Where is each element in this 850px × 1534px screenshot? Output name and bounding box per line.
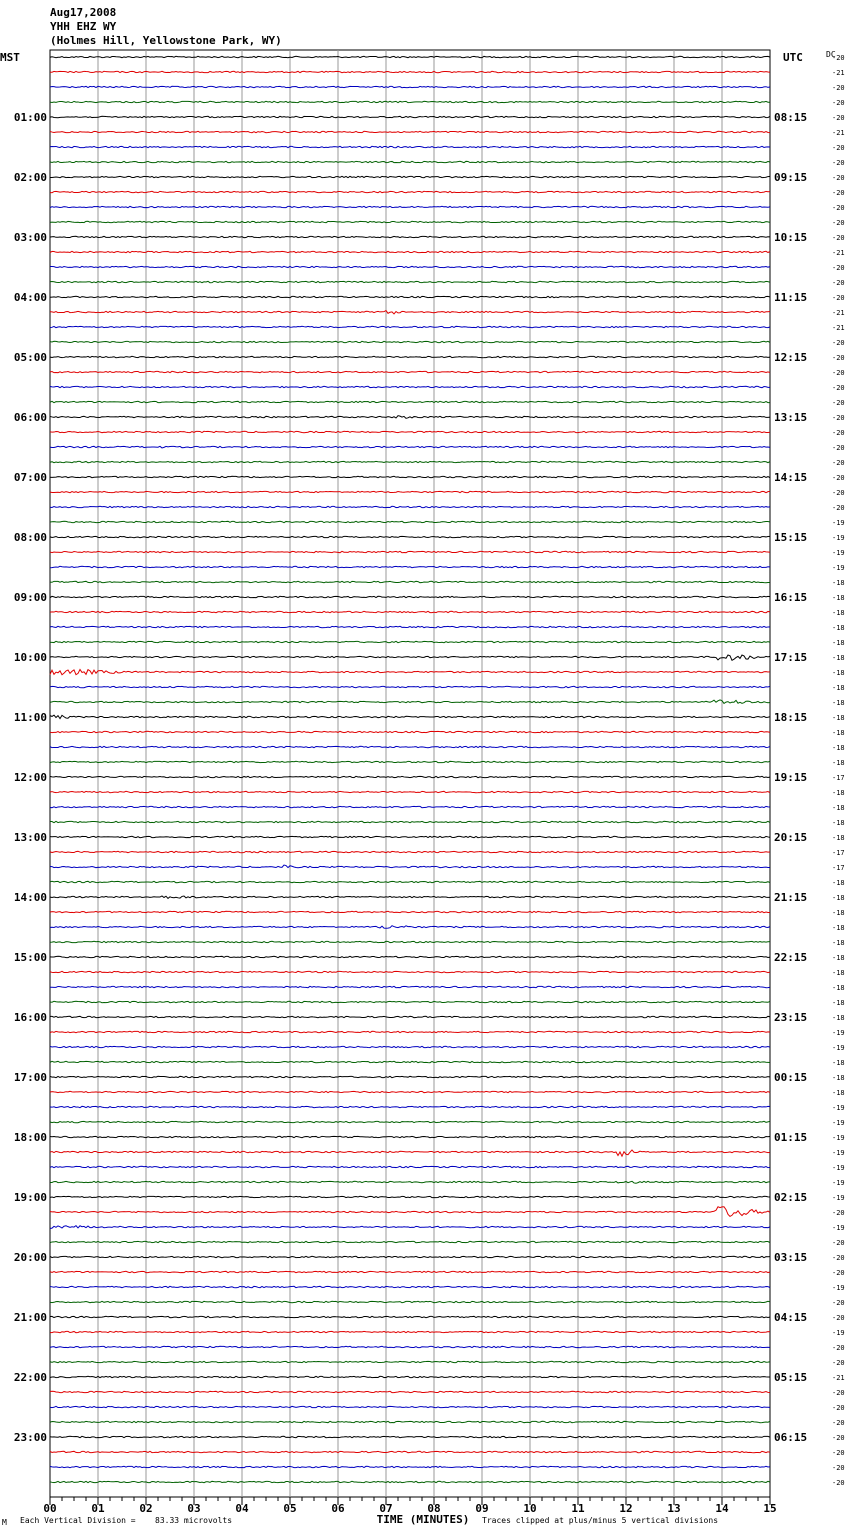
dc-offset-label: -18 — [832, 714, 845, 722]
mst-hour-label: 18:00 — [13, 1131, 47, 1144]
dc-offset-label: -20 — [832, 1479, 845, 1487]
dc-offset-label: -18 — [832, 669, 845, 677]
seismic-trace — [50, 1076, 770, 1077]
seismic-trace — [50, 1481, 770, 1482]
seismic-trace — [50, 1121, 770, 1122]
mst-hour-label: 11:00 — [13, 711, 47, 724]
dc-offset-label: -20 — [832, 354, 845, 362]
dc-offset-label: -20 — [832, 204, 845, 212]
dc-offset-label: -20 — [832, 1449, 845, 1457]
dc-offset-label: -18 — [832, 639, 845, 647]
utc-hour-label: 17:15 — [774, 651, 808, 664]
seismic-trace — [50, 1241, 770, 1242]
dc-offset-label: -18 — [832, 699, 845, 707]
seismic-trace — [50, 566, 770, 567]
seismic-trace — [50, 971, 770, 972]
mst-hour-label: 16:00 — [13, 1011, 47, 1024]
seismic-trace — [50, 1016, 770, 1017]
seismic-trace — [50, 536, 770, 537]
seismic-trace — [50, 146, 770, 147]
dc-offset-label: -19 — [832, 534, 845, 542]
dc-offset-label: -20 — [832, 1419, 845, 1427]
seismic-trace — [50, 1451, 770, 1452]
scale-label: Each Vertical Division = — [20, 1516, 136, 1525]
dc-offset-label: -18 — [832, 909, 845, 917]
x-tick-label: 01 — [91, 1502, 105, 1515]
mst-hour-label: 14:00 — [13, 891, 47, 904]
seismic-trace — [50, 581, 770, 582]
dc-offset-label: -21 — [832, 324, 845, 332]
utc-hour-label: 11:15 — [774, 291, 808, 304]
x-tick-label: 13 — [667, 1502, 681, 1515]
seismic-trace — [50, 176, 770, 177]
dc-offset-label: -19 — [832, 1149, 845, 1157]
seismic-trace — [50, 56, 770, 57]
dc-offset-label: -19 — [832, 549, 845, 557]
utc-hour-label: 14:15 — [774, 471, 808, 484]
seismic-trace — [50, 1376, 770, 1377]
seismic-trace — [50, 206, 770, 207]
seismic-trace — [50, 86, 770, 87]
dc-offset-label: -20 — [832, 1239, 845, 1247]
dc-offset-label: -18 — [832, 1074, 845, 1082]
dc-offset-label: -20 — [832, 1299, 845, 1307]
seismic-trace — [50, 1150, 770, 1156]
seismic-trace — [50, 655, 770, 660]
dc-offset-label: -20 — [832, 369, 845, 377]
dc-offset-label: -20 — [832, 114, 845, 122]
mst-hour-label: 03:00 — [13, 231, 47, 244]
utc-hour-label: 21:15 — [774, 891, 808, 904]
dc-offset-label: -18 — [832, 684, 845, 692]
x-tick-label: 05 — [283, 1502, 297, 1515]
seismic-trace — [50, 776, 770, 777]
dc-offset-label: -20 — [832, 1404, 845, 1412]
seismic-trace — [50, 821, 770, 822]
seismic-trace — [50, 1436, 770, 1437]
seismic-trace — [50, 1001, 770, 1002]
seismic-trace — [50, 1466, 770, 1467]
dc-offset-label: -20 — [832, 1314, 845, 1322]
utc-hour-label: 16:15 — [774, 591, 808, 604]
x-axis-label: TIME (MINUTES) — [376, 1513, 470, 1526]
dc-offset-label: -19 — [832, 564, 845, 572]
seismic-trace — [50, 386, 770, 387]
seismic-trace — [50, 446, 770, 448]
x-tick-label: 14 — [715, 1502, 729, 1515]
dc-offset-label: -20 — [832, 294, 845, 302]
dc-offset-label: -20 — [832, 429, 845, 437]
dc-offset-label: -19 — [832, 1119, 845, 1127]
dc-offset-label: -20 — [832, 84, 845, 92]
dc-offset-label: -18 — [832, 729, 845, 737]
x-tick-label: 04 — [235, 1502, 249, 1515]
seismic-trace — [50, 281, 770, 282]
dc-offset-label: -20 — [832, 159, 845, 167]
dc-offset-label: -19 — [832, 1164, 845, 1172]
mst-hour-label: 20:00 — [13, 1251, 47, 1264]
mst-hour-label: 08:00 — [13, 531, 47, 544]
seismic-trace — [50, 1181, 770, 1183]
dc-offset-label: -20 — [832, 1464, 845, 1472]
seismic-trace — [50, 416, 770, 419]
seismic-trace — [50, 836, 770, 837]
dc-offset-label: -18 — [832, 954, 845, 962]
seismic-trace — [50, 896, 770, 898]
dc-offset-label: -21 — [832, 249, 845, 257]
dc-offset-label: -18 — [832, 609, 845, 617]
dc-offset-label: -18 — [832, 654, 845, 662]
seismic-trace — [50, 311, 770, 314]
scale-value: 83.33 microvolts — [155, 1516, 233, 1525]
dc-offset-label: -20 — [832, 189, 845, 197]
seismic-trace — [50, 1361, 770, 1362]
seismic-trace — [50, 236, 770, 237]
seismic-trace — [50, 686, 770, 687]
dc-offset-label: -18 — [832, 1059, 845, 1067]
x-tick-label: 11 — [571, 1502, 585, 1515]
header-date: Aug17,2008 — [50, 6, 117, 19]
dc-offset-label: -18 — [832, 759, 845, 767]
mst-hour-label: 12:00 — [13, 771, 47, 784]
dc-offset-label: -20 — [832, 1269, 845, 1277]
utc-hour-label: 01:15 — [774, 1131, 808, 1144]
x-tick-label: 07 — [379, 1502, 393, 1515]
dc-offset-label: -20 — [832, 384, 845, 392]
dc-offset-label: -20 — [832, 399, 845, 407]
mst-hour-label: 01:00 — [13, 111, 47, 124]
dc-offset-label: -20 — [832, 504, 845, 512]
x-tick-label: 08 — [427, 1502, 441, 1515]
seismic-trace — [50, 851, 770, 852]
mst-hour-label: 06:00 — [13, 411, 47, 424]
dc-label: DC — [826, 50, 836, 59]
right-timezone-label: UTC — [783, 51, 803, 64]
mst-hour-label: 10:00 — [13, 651, 47, 664]
utc-hour-label: 02:15 — [774, 1191, 808, 1204]
seismic-trace — [50, 266, 770, 267]
header-location: (Holmes Hill, Yellowstone Park, WY) — [50, 34, 282, 47]
x-tick-label: 00 — [43, 1502, 57, 1515]
seismic-trace — [50, 1391, 770, 1392]
seismic-trace — [50, 1091, 770, 1092]
seismic-trace — [50, 1136, 770, 1137]
dc-offset-label: -18 — [832, 789, 845, 797]
x-tick-label: 12 — [619, 1502, 633, 1515]
mst-hour-label: 17:00 — [13, 1071, 47, 1084]
mst-hour-label: 19:00 — [13, 1191, 47, 1204]
dc-offset-label: -18 — [832, 819, 845, 827]
seismic-trace — [50, 986, 770, 987]
seismic-trace — [50, 101, 770, 102]
dc-offset-label: -20 — [832, 414, 845, 422]
seismic-trace — [50, 669, 770, 674]
corner-mark: M — [2, 1518, 7, 1527]
dc-offset-label: -18 — [832, 939, 845, 947]
utc-hour-label: 09:15 — [774, 171, 808, 184]
seismic-trace — [50, 715, 770, 718]
seismic-trace — [50, 221, 770, 222]
seismic-trace — [50, 371, 770, 372]
x-tick-label: 10 — [523, 1502, 537, 1515]
seismic-trace — [50, 1406, 770, 1407]
dc-offset-label: -20 — [832, 174, 845, 182]
utc-hour-label: 13:15 — [774, 411, 808, 424]
dc-offset-label: -17 — [832, 774, 845, 782]
mst-hour-label: 05:00 — [13, 351, 47, 364]
dc-offset-label: -18 — [832, 879, 845, 887]
dc-offset-label: -18 — [832, 894, 845, 902]
seismic-trace — [50, 1226, 770, 1229]
seismic-trace — [50, 941, 770, 942]
seismic-trace — [50, 1196, 770, 1197]
dc-offset-label: -21 — [832, 309, 845, 317]
utc-hour-label: 18:15 — [774, 711, 808, 724]
dc-offset-label: -20 — [832, 279, 845, 287]
seismic-trace — [50, 1031, 770, 1032]
clip-note: Traces clipped at plus/minus 5 vertical divisions — [482, 1516, 719, 1525]
utc-hour-label: 05:15 — [774, 1371, 808, 1384]
left-timezone-label: MST — [0, 51, 20, 64]
utc-hour-label: 22:15 — [774, 951, 808, 964]
seismic-trace — [50, 191, 770, 192]
mst-hour-label: 13:00 — [13, 831, 47, 844]
utc-hour-label: 03:15 — [774, 1251, 808, 1264]
utc-hour-label: 06:15 — [774, 1431, 808, 1444]
seismic-trace — [50, 251, 770, 252]
dc-offset-label: -21 — [832, 1374, 845, 1382]
seismic-trace — [50, 116, 770, 117]
dc-offset-label: -20 — [832, 1209, 845, 1217]
dc-offset-label: -19 — [832, 1329, 845, 1337]
mst-hour-label: 23:00 — [13, 1431, 47, 1444]
x-tick-label: 02 — [139, 1502, 153, 1515]
dc-offset-label: -20 — [832, 54, 845, 62]
utc-hour-label: 20:15 — [774, 831, 808, 844]
dc-offset-label: -19 — [832, 519, 845, 527]
utc-hour-label: 00:15 — [774, 1071, 808, 1084]
utc-hour-label: 10:15 — [774, 231, 808, 244]
seismic-trace — [50, 341, 770, 342]
mst-hour-label: 15:00 — [13, 951, 47, 964]
dc-offset-label: -18 — [832, 624, 845, 632]
dc-offset-label: -19 — [832, 1224, 845, 1232]
utc-hour-label: 12:15 — [774, 351, 808, 364]
seismic-trace — [50, 641, 770, 642]
seismic-trace — [50, 296, 770, 297]
seismic-trace — [50, 476, 770, 477]
dc-offset-label: -20 — [832, 1389, 845, 1397]
seismic-trace — [50, 1106, 770, 1107]
dc-offset-label: -18 — [832, 1089, 845, 1097]
seismic-trace — [50, 1046, 770, 1047]
dc-offset-label: -20 — [832, 474, 845, 482]
dc-offset-label: -18 — [832, 594, 845, 602]
dc-offset-label: -17 — [832, 864, 845, 872]
dc-offset-label: -18 — [832, 999, 845, 1007]
x-tick-label: 09 — [475, 1502, 489, 1515]
dc-offset-label: -20 — [832, 489, 845, 497]
seismic-trace — [50, 881, 770, 882]
mst-hour-label: 04:00 — [13, 291, 47, 304]
seismic-trace — [50, 326, 770, 327]
dc-offset-label: -20 — [832, 1359, 845, 1367]
dc-offset-label: -20 — [832, 1254, 845, 1262]
seismic-trace — [50, 700, 770, 703]
dc-offset-label: -18 — [832, 744, 845, 752]
dc-offset-label: -18 — [832, 579, 845, 587]
seismic-trace — [50, 731, 770, 732]
dc-offset-label: -18 — [832, 969, 845, 977]
seismic-trace — [50, 1301, 770, 1302]
dc-offset-label: -18 — [832, 924, 845, 932]
seismic-trace — [50, 521, 770, 522]
dc-offset-label: -20 — [832, 444, 845, 452]
x-tick-label: 03 — [187, 1502, 201, 1515]
seismic-trace — [50, 1331, 770, 1332]
dc-offset-label: -20 — [832, 459, 845, 467]
seismic-trace — [50, 911, 770, 912]
seismic-trace — [50, 461, 770, 462]
seismic-trace — [50, 806, 770, 807]
seismic-trace — [50, 626, 770, 627]
seismic-trace — [50, 431, 770, 432]
dc-offset-label: -18 — [832, 1014, 845, 1022]
dc-offset-label: -19 — [832, 1134, 845, 1142]
mst-hour-label: 21:00 — [13, 1311, 47, 1324]
dc-offset-label: -20 — [832, 1434, 845, 1442]
mst-hour-label: 02:00 — [13, 171, 47, 184]
seismic-trace — [50, 596, 770, 597]
dc-offset-label: -19 — [832, 1284, 845, 1292]
seismic-trace — [50, 1286, 770, 1287]
seismic-trace — [50, 956, 770, 957]
seismic-trace — [50, 1271, 770, 1272]
seismic-trace — [50, 1166, 770, 1167]
utc-hour-label: 19:15 — [774, 771, 808, 784]
dc-offset-label: -19 — [832, 1179, 845, 1187]
seismic-trace — [50, 506, 770, 507]
seismic-trace — [50, 611, 770, 612]
dc-offset-label: -19 — [832, 1029, 845, 1037]
mst-hour-label: 07:00 — [13, 471, 47, 484]
dc-offset-label: -18 — [832, 834, 845, 842]
seismic-trace — [50, 865, 770, 868]
utc-hour-label: 15:15 — [774, 531, 808, 544]
utc-hour-label: 08:15 — [774, 111, 808, 124]
seismic-trace — [50, 791, 770, 792]
seismic-trace — [50, 1207, 770, 1217]
dc-offset-label: -19 — [832, 1194, 845, 1202]
dc-offset-label: -21 — [832, 69, 845, 77]
seismic-trace — [50, 1256, 770, 1257]
seismic-trace — [50, 71, 770, 72]
dc-offset-label: -20 — [832, 1344, 845, 1352]
dc-offset-label: -20 — [832, 264, 845, 272]
utc-hour-label: 04:15 — [774, 1311, 808, 1324]
seismic-trace — [50, 926, 770, 929]
dc-offset-label: -20 — [832, 219, 845, 227]
dc-offset-label: -17 — [832, 849, 845, 857]
seismic-trace — [50, 401, 770, 402]
seismic-trace — [50, 551, 770, 552]
dc-offset-label: -18 — [832, 984, 845, 992]
seismic-trace — [50, 161, 770, 162]
mst-hour-label: 09:00 — [13, 591, 47, 604]
dc-offset-label: -20 — [832, 234, 845, 242]
header-station: YHH EHZ WY — [50, 20, 117, 33]
seismic-trace — [50, 356, 770, 357]
seismic-trace — [50, 1061, 770, 1062]
dc-offset-label: -19 — [832, 1104, 845, 1112]
dc-offset-label: -21 — [832, 129, 845, 137]
x-tick-label: 06 — [331, 1502, 345, 1515]
seismic-trace — [50, 131, 770, 132]
dc-offset-label: -20 — [832, 144, 845, 152]
seismic-trace — [50, 491, 770, 492]
dc-offset-label: -19 — [832, 1044, 845, 1052]
dc-offset-label: -20 — [832, 339, 845, 347]
mst-hour-label: 22:00 — [13, 1371, 47, 1384]
seismic-trace — [50, 1421, 770, 1422]
seismic-trace — [50, 746, 770, 747]
seismic-trace — [50, 1346, 770, 1347]
seismic-trace — [50, 1316, 770, 1317]
dc-offset-label: -20 — [832, 99, 845, 107]
utc-hour-label: 23:15 — [774, 1011, 808, 1024]
x-tick-label: 15 — [763, 1502, 777, 1515]
seismic-trace — [50, 761, 770, 762]
dc-offset-label: -18 — [832, 804, 845, 812]
